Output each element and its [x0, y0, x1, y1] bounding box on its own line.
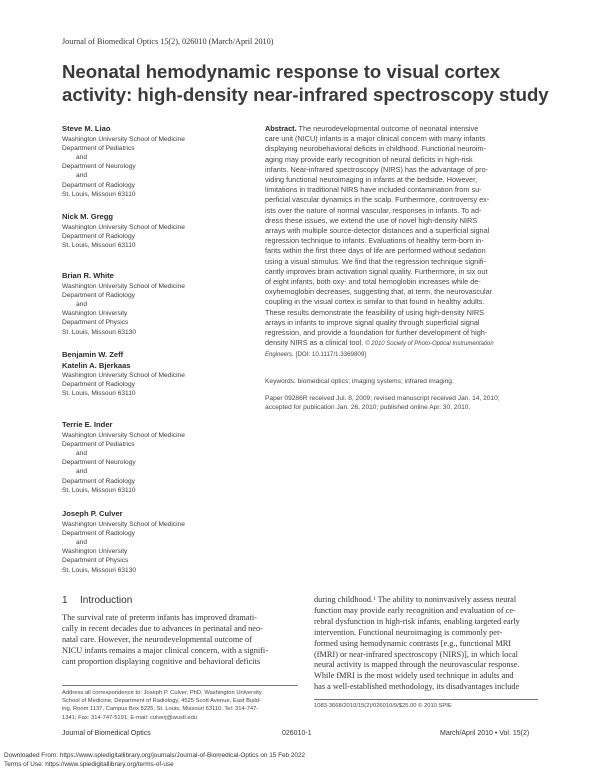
affiliation-line: and: [76, 300, 88, 308]
abstract-line: fants within the first three days of life are performed without sedation: [265, 246, 486, 256]
body-text: during childhood.: [314, 595, 373, 604]
author-name: Katelin A. Bjerkaas: [62, 360, 131, 370]
affiliation-line: Department of Radiology: [62, 381, 135, 389]
abstract-line: perficial vascular dynamics in the scalp. Furthermore, controversy ex-: [265, 195, 490, 205]
abstract-line: of eight infants, both oxy- and total hemoglobin increases while de-: [265, 277, 481, 287]
body-line: NICU infants remains a major clinical concern, with a signifi-: [62, 645, 268, 655]
body-text: The ability to noninvasively assess neural: [375, 595, 517, 604]
footer-issue: March/April 2010 • Vol. 15(2): [440, 730, 530, 737]
abstract-line: ists over the nature of normal vascular, responses in infants. To ad-: [265, 205, 482, 215]
affiliation-line: Department of Radiology: [62, 291, 135, 299]
abstract-line: limitations in traditional NIRS have included contamination from su-: [265, 185, 482, 195]
affiliation-line: and: [76, 449, 88, 457]
footnote-rule: [62, 685, 298, 686]
body-line: (fMRI) or near-infrared spectroscopy (NIRS)], in which local: [314, 649, 518, 659]
affiliation-line: Department of Neurology: [62, 163, 136, 171]
author-block: [62, 420, 262, 495]
affiliation-line: and: [76, 153, 88, 161]
affiliation-line: Washington University School of Medicine: [62, 282, 185, 290]
section-heading: [62, 595, 132, 606]
footer-page: 026010-1: [282, 730, 312, 737]
affiliation-line: Department of Radiology: [62, 181, 135, 189]
footer-journal: Journal of Biomedical Optics: [62, 730, 151, 737]
affiliation-line: Department of Pediatrics: [62, 440, 135, 448]
abstract-line: arrays with multiple source-detector distances and a superficial signal: [265, 226, 490, 236]
affiliation-line: St. Louis, Missouri 63110: [62, 241, 136, 249]
section-number: 1: [62, 595, 68, 606]
affiliation-line: Department of Neurology: [62, 459, 136, 467]
footnote-line: School of Medicine, Department of Radiology, 4525 Scott Avenue, East Build-: [62, 698, 261, 705]
body-line: intervention. Functional neuroimaging is commonly per-: [314, 627, 503, 637]
affiliation-line: Washington University: [62, 548, 128, 556]
body-line: rebral dysfunction in high-risk infants, enabling targeted early: [314, 616, 520, 626]
author-name: Joseph P. Culver: [62, 509, 123, 518]
abstract-line: [265, 124, 545, 134]
body-line: While fMRI is the most widely used technique in adults and: [314, 671, 514, 681]
affiliation-line: Washington University: [62, 310, 128, 318]
abstract-line: aging may provide early recognition of neural deficits in high-risk: [265, 154, 473, 164]
affiliation-line: Washington University School of Medicine: [62, 223, 185, 231]
body-line: formed using hemodynamic contrasts [e.g., functional MRI: [314, 638, 512, 648]
abstract: [265, 124, 545, 361]
affiliation-line: St. Louis, Missouri 63110: [62, 390, 136, 398]
abstract-line: viding functional neuroimaging in infants at the bedside. However,: [265, 175, 478, 185]
body-line: The survival rate of preterm infants has improved dramati-: [62, 613, 257, 622]
affiliation-line: Department of Pediatrics: [62, 144, 135, 152]
citation-superscript: 1: [373, 596, 376, 602]
author-name: Benjamin W. Zeff: [62, 350, 124, 359]
footnote-line: Address all correspondence to: Joseph P. Culver, PhD, Washington University: [62, 690, 262, 696]
affiliation-line: Department of Radiology: [62, 232, 135, 240]
affiliation-line: Department of Physics: [62, 557, 129, 565]
author-name: Steve M. Liao: [62, 124, 111, 133]
affiliation-line: Department of Radiology: [62, 477, 135, 485]
affiliation-line: St. Louis, Missouri 63130: [62, 566, 137, 574]
body-line: function may provide early recognition and evaluation of ce-: [314, 605, 516, 615]
download-notice: Downloaded From: https://www.spiedigitallibrary.org/journals/Journal-of-Biomedical-Optics on 15 Feb 2022: [4, 752, 306, 759]
author-block: [62, 350, 262, 399]
abstract-line: care unit (NICU) infants is a major clinical concern with many infants: [265, 134, 486, 144]
affiliation-line: Washington University School of Medicine: [62, 520, 185, 528]
correspondence-footnote: [62, 689, 298, 722]
abstract-line: regression, and provide a foundation for further development of high-: [265, 328, 488, 338]
abstract-line: regression technique to infants. Evaluations of healthy term-born in-: [265, 236, 484, 246]
author-block: [62, 271, 262, 337]
affiliation-line: and: [76, 172, 88, 180]
publication-dates: [265, 394, 500, 413]
affiliation-line: St. Louis, Missouri 63110: [62, 486, 136, 494]
abstract-line: [265, 349, 545, 360]
dates-line: accepted for publication Jan. 26, 2010; published online Apr. 30, 2010.: [265, 404, 471, 412]
abstract-line: arrays in infants to improve signal quality through superficial signal: [265, 317, 480, 327]
abstract-line: using a visual stimulus. We find that the regression technique signifi-: [265, 256, 486, 266]
abstract-line: These results demonstrate the feasibility of using high-density NIRS: [265, 307, 485, 317]
author-block: [62, 124, 262, 199]
title-line: Neonatal hemodynamic response to visual cortex: [62, 61, 501, 82]
body-line: natal care. However, the neurodevelopmental outcome of: [62, 634, 252, 644]
body-line: [314, 595, 520, 606]
footnote-line: 1341; Fax: 314-747-5191; E-mail: culverj@wustl.edu: [62, 714, 198, 721]
affiliation-line: St. Louis, Missouri 63130: [62, 328, 137, 336]
affiliation-line: Washington University School of Medicine: [62, 431, 185, 439]
title-line: activity: high-density near-infrared spectroscopy study: [62, 84, 549, 105]
abstract-copyright-cont: Engineers.: [265, 352, 294, 359]
author-block: [62, 509, 262, 575]
terms-of-use-notice: Terms of Use: https://www.spiedigitallibrary.org/terms-of-use: [4, 761, 174, 768]
issn-line: 1083-3668/2010/15(2)/026010/9/$25.00 © 2010 SPIE: [314, 703, 452, 709]
abstract-last-line: density NIRS as a clinical tool.: [265, 338, 364, 348]
affiliation-line: Washington University School of Medicine: [62, 372, 185, 379]
abstract-line: [265, 338, 545, 349]
body-left-column: [62, 613, 268, 668]
abstract-line: displaying neurobehavioral deficits in childhood. Functional neuroim-: [265, 144, 487, 154]
author-block: [62, 212, 262, 250]
affiliation-line: Department of Physics: [62, 319, 129, 327]
abstract-line: cantly improves brain activation signal quality. Furthermore, in six out: [265, 266, 488, 276]
body-line: neural activity is mapped through the neurovascular response.: [314, 660, 520, 670]
keywords: Keywords: biomedical optics; imaging systems; infrared imaging.: [265, 378, 454, 385]
abstract-label: Abstract.: [265, 124, 297, 133]
abstract-first-line: The neurodevelopmental outcome of neonatal intensive: [298, 124, 479, 133]
dates-line: Paper 09286R received Jul. 8, 2009; revised manuscript received Jan. 14, 2010;: [265, 395, 500, 402]
abstract-line: infants. Near-infrared spectroscopy (NIRS) has the advantage of pro-: [265, 164, 489, 174]
body-right-column: [314, 595, 520, 693]
abstract-doi: [DOI: 10.1117/1.3369809]: [295, 351, 367, 359]
affiliation-line: and: [76, 468, 88, 476]
journal-header: Journal of Biomedical Optics 15(2), 026010 (March/April 2010): [62, 37, 274, 46]
author-name: Terrie E. Inder: [62, 420, 113, 429]
affiliation-line: St. Louis, Missouri 63110: [62, 190, 136, 198]
abstract-line: oxyhemoglobin decreases, suggesting that, at term, the neurovascular: [265, 287, 493, 297]
paper-title: [62, 60, 552, 106]
affiliation-line: Washington University School of Medicine: [62, 135, 185, 143]
section-title: Introduction: [80, 595, 133, 606]
body-line: cant proportion displaying cognitive and behavioral deficits: [62, 656, 261, 666]
affiliation-line: and: [76, 538, 88, 546]
body-line: cally in recent decades due to advances in perinatal and neo-: [62, 623, 263, 633]
body-line: has a well-established methodology, its disadvantages include: [314, 682, 520, 692]
affiliation-line: Department of Radiology: [62, 529, 135, 537]
abstract-line: dress these issues, we extend the use of novel high-density NIRS: [265, 215, 478, 225]
author-name: Brian R. White: [62, 271, 114, 280]
author-name: Nick M. Gregg: [62, 212, 114, 221]
issn-rule: [314, 699, 538, 700]
abstract-copyright: © 2010 Society of Photo-Optical Instrumentation: [365, 341, 494, 348]
footnote-line: ing, Room 1137, Campus Box 8225, St. Louis, Missouri 63110. Tel: 314-747-: [62, 706, 259, 713]
abstract-line: coupling in the visual cortex is similar to that found in healthy adults.: [265, 297, 485, 307]
